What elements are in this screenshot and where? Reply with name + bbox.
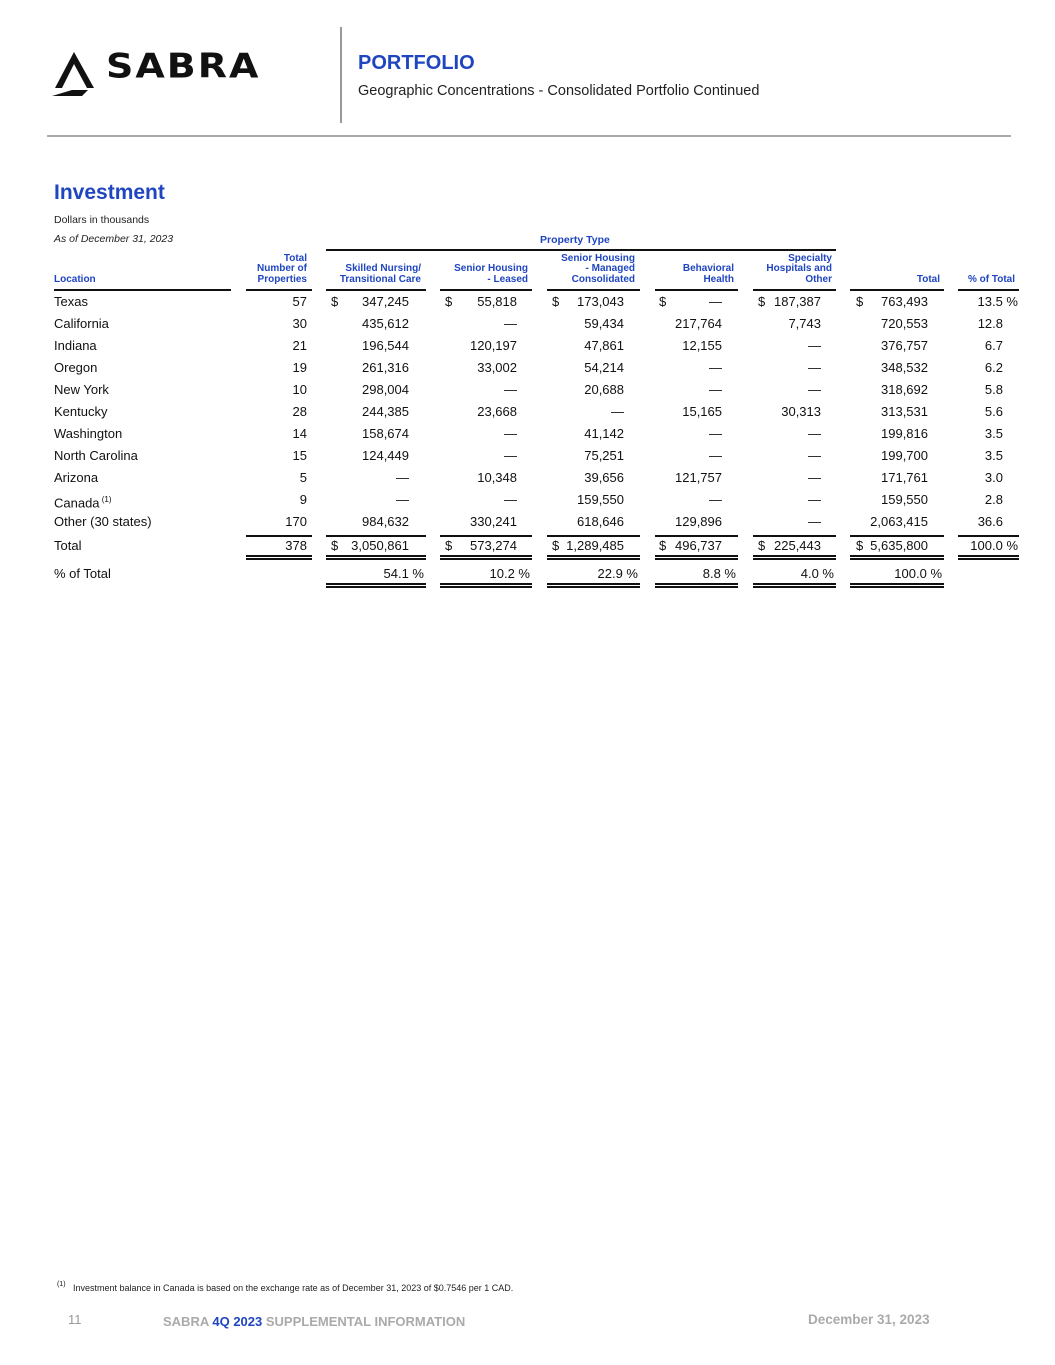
table-cell: 129,896: [675, 514, 722, 529]
table-cell: —: [709, 382, 722, 397]
footnote-mark: (1): [57, 1281, 66, 1288]
table-cell: 170: [285, 514, 307, 529]
header-underline: [547, 289, 640, 291]
pct-double-rule: [850, 583, 944, 585]
table-cell: 171,761: [881, 470, 928, 485]
table-cell: 30,313: [781, 404, 821, 419]
table-cell: —: [808, 382, 821, 397]
row-label: Kentucky: [54, 404, 108, 419]
canada-footnote-mark: (1): [99, 495, 112, 504]
pct-double-rule: [753, 586, 836, 588]
table-cell: 28: [292, 404, 307, 419]
table-cell: —: [709, 294, 722, 309]
footnote-text: Investment balance in Canada is based on the exchange rate as of December 31, 2023 of $0.7546 per 1 CAD.: [73, 1283, 514, 1293]
subtotal-rule: [326, 535, 426, 537]
table-cell: 8.8 %: [702, 566, 736, 581]
currency-symbol: $: [552, 294, 560, 309]
table-cell: 19: [292, 360, 307, 375]
pct-double-rule: [326, 583, 426, 585]
table-cell: 378: [285, 538, 307, 553]
total-double-rule: [850, 555, 944, 557]
table-cell: 30: [292, 316, 307, 331]
total-double-rule: [655, 555, 738, 557]
total-double-rule: [958, 558, 1019, 560]
currency-symbol: $: [758, 294, 766, 309]
table-cell: 10.2 %: [489, 566, 530, 581]
currency-symbol: $: [445, 538, 453, 553]
row-label: % of Total: [54, 566, 111, 581]
header-rule: [47, 135, 1011, 137]
currency-symbol: $: [445, 294, 453, 309]
table-cell: 10,348: [477, 470, 517, 485]
table-cell: —: [504, 448, 517, 463]
total-double-rule: [655, 558, 738, 560]
table-cell: 57: [292, 294, 307, 309]
table-cell: —: [808, 360, 821, 375]
col-header-6-line: Specialty: [788, 252, 832, 264]
table-cell: 39,656: [584, 470, 624, 485]
table-cell: 59,434: [584, 316, 624, 331]
page-number: 11: [68, 1312, 82, 1327]
currency-symbol: $: [758, 538, 766, 553]
table-cell: 313,531: [881, 404, 928, 419]
table-cell: 23,668: [477, 404, 517, 419]
col-header-3-line: - Leased: [487, 273, 528, 285]
table-cell: —: [504, 382, 517, 397]
table-cell: —: [709, 492, 722, 507]
table-cell: —: [808, 448, 821, 463]
row-label: New York: [54, 382, 109, 397]
currency-symbol: $: [331, 538, 339, 553]
footer-prefix: SABRA: [163, 1314, 209, 1329]
pct-double-rule: [547, 583, 640, 585]
table-cell: 376,757: [881, 338, 928, 353]
footer-suffix: SUPPLEMENTAL INFORMATION: [265, 1314, 466, 1329]
table-cell: 330,241: [470, 514, 517, 529]
footer-date: December 31, 2023: [808, 1312, 930, 1327]
total-double-rule: [246, 558, 312, 560]
subtotal-rule: [547, 535, 640, 537]
total-double-rule: [753, 558, 836, 560]
header-underline: [655, 289, 738, 291]
table-cell: 3.0: [984, 470, 1003, 485]
row-label: Arizona: [54, 470, 99, 485]
table-cell: 573,274: [470, 538, 517, 553]
table-cell: 10: [292, 382, 307, 397]
subtotal-rule: [246, 535, 312, 537]
table-cell: 41,142: [584, 426, 624, 441]
pct-double-rule: [326, 586, 426, 588]
table-cell: 159,550: [881, 492, 928, 507]
units-note: Dollars in thousands: [54, 214, 150, 226]
table-cell: 5,635,800: [870, 538, 928, 553]
table-cell: 14: [292, 426, 307, 441]
table-cell: —: [808, 514, 821, 529]
table-cell: —: [709, 426, 722, 441]
total-double-rule: [958, 555, 1019, 557]
table-cell: 47,861: [584, 338, 624, 353]
table-cell: 7,743: [788, 316, 821, 331]
col-header-8: [885, 275, 1015, 286]
table-cell: —: [808, 338, 821, 353]
as-of-date: As of December 31, 2023: [54, 233, 174, 245]
table-cell: 100.0 %: [970, 538, 1018, 553]
table-cell: 75,251: [584, 448, 624, 463]
table-cell: 720,553: [881, 316, 928, 331]
col-header-3-line: Senior Housing: [454, 263, 528, 274]
col-header-5-line: Health: [703, 273, 734, 285]
currency-symbol: $: [856, 294, 864, 309]
table-cell: 21: [292, 338, 307, 353]
table-cell: 318,692: [881, 382, 928, 397]
header-underline: [246, 289, 312, 291]
subtotal-rule: [850, 535, 944, 537]
pct-double-rule: [655, 586, 738, 588]
row-label: Total: [54, 538, 82, 553]
table-cell: 5.6: [984, 404, 1003, 419]
row-label: Other (30 states): [54, 514, 152, 529]
table-cell: 15,165: [682, 404, 722, 419]
col-header-2-line: Skilled Nursing/: [345, 263, 421, 274]
row-label: California: [54, 316, 109, 331]
total-double-rule: [440, 558, 532, 560]
table-cell: 199,816: [881, 426, 928, 441]
col-header-1-line: Properties: [257, 273, 307, 285]
table-cell: —: [396, 492, 409, 507]
table-cell: 5: [299, 470, 307, 485]
logo-text: SABRA: [106, 46, 261, 86]
table-cell: 159,550: [577, 492, 624, 507]
table-cell: 199,700: [881, 448, 928, 463]
pct-double-rule: [440, 583, 532, 585]
table-cell: —: [611, 404, 624, 419]
table-cell: 618,646: [577, 514, 624, 529]
total-double-rule: [547, 558, 640, 560]
section-title: PORTFOLIO: [358, 52, 475, 74]
table-cell: 55,818: [477, 294, 517, 309]
row-label: Oregon: [54, 360, 98, 375]
table-cell: 9: [299, 492, 307, 507]
row-label: Washington: [54, 426, 123, 441]
table-cell: 120,197: [470, 338, 517, 353]
table-cell: 496,737: [675, 538, 722, 553]
table-cell: 4.0 %: [800, 566, 834, 581]
investment-title: Investment: [54, 181, 165, 204]
table-cell: —: [808, 492, 821, 507]
table-cell: 12,155: [682, 338, 722, 353]
row-label: Canada $^{(1)}$: [54, 495, 112, 511]
table-cell: 348,532: [881, 360, 928, 375]
property-type-rule: [326, 249, 836, 251]
table-cell: —: [709, 360, 722, 375]
total-double-rule: [326, 558, 426, 560]
table-cell: 3,050,861: [351, 538, 409, 553]
header-underline: [958, 289, 1019, 291]
section-subtitle: Geographic Concentrations - Consolidated Portfolio Continued: [358, 83, 760, 99]
header-underline: [440, 289, 532, 291]
row-label: Texas: [54, 294, 88, 309]
table-cell: 173,043: [577, 294, 624, 309]
table-cell: —: [504, 492, 517, 507]
table-cell: 196,544: [362, 338, 409, 353]
total-double-rule: [850, 558, 944, 560]
header-underline: [753, 289, 836, 291]
col-header-4-line: Consolidated: [571, 273, 635, 285]
sabra-logo: [52, 46, 261, 103]
table-cell: 435,612: [362, 316, 409, 331]
table-cell: 22.9 %: [597, 566, 638, 581]
col-header-7-line: Total: [916, 273, 940, 285]
total-double-rule: [246, 555, 312, 557]
table-cell: 121,757: [675, 470, 722, 485]
header-underline: [850, 289, 944, 291]
pct-double-rule: [655, 583, 738, 585]
table-cell: 261,316: [362, 360, 409, 375]
table-cell: 6.2: [984, 360, 1003, 375]
table-cell: 5.8: [984, 382, 1003, 397]
col-header-2-line: Transitional Care: [339, 273, 421, 285]
col-header-location: Location: [54, 273, 96, 285]
table-cell: 54.1 %: [383, 566, 424, 581]
table-cell: 187,387: [774, 294, 821, 309]
table-cell: —: [504, 316, 517, 331]
footer-title: [163, 1314, 465, 1329]
table-cell: 984,632: [362, 514, 409, 529]
header-divider: [340, 27, 342, 123]
col-header-4-line: - Managed: [585, 263, 635, 274]
table-cell: 3.5: [984, 448, 1003, 463]
table-cell: 1,289,485: [566, 538, 624, 553]
table-cell: 13.5 %: [977, 294, 1018, 309]
col-header-6-line: Other: [805, 273, 832, 285]
currency-symbol: $: [659, 538, 667, 553]
subtotal-rule: [753, 535, 836, 537]
table-cell: 20,688: [584, 382, 624, 397]
footer-quarter: 4Q 2023: [212, 1314, 263, 1329]
table-cell: 124,449: [362, 448, 409, 463]
header-underline: [326, 289, 426, 291]
col-header-1-line: Total: [283, 252, 307, 264]
header-underline: [54, 289, 231, 291]
subtotal-rule: [440, 535, 532, 537]
col-header-1-line: Number of: [257, 263, 307, 274]
col-header-5-line: Behavioral: [682, 263, 734, 274]
table-cell: 36.6: [977, 514, 1003, 529]
col-header-8-line: % of Total: [967, 273, 1015, 285]
table-cell: 12.8: [977, 316, 1003, 331]
sabra-logo-mark-icon: [52, 50, 106, 98]
total-double-rule: [326, 555, 426, 557]
table-cell: 3.5: [984, 426, 1003, 441]
table-cell: —: [808, 470, 821, 485]
row-label: North Carolina: [54, 448, 138, 463]
table-cell: 100.0 %: [894, 566, 942, 581]
currency-symbol: $: [331, 294, 339, 309]
table-cell: 217,764: [675, 316, 722, 331]
subtotal-rule: [958, 535, 1019, 537]
table-cell: —: [396, 470, 409, 485]
table-cell: 158,674: [362, 426, 409, 441]
col-header-4-line: Senior Housing: [561, 252, 635, 264]
table-cell: 2.8: [984, 492, 1003, 507]
pct-double-rule: [753, 583, 836, 585]
total-double-rule: [547, 555, 640, 557]
table-cell: —: [504, 426, 517, 441]
table-cell: 15: [292, 448, 307, 463]
total-double-rule: [753, 555, 836, 557]
property-type-label: Property Type: [540, 234, 610, 246]
row-label: Indiana: [54, 338, 97, 353]
table-cell: 6.7: [984, 338, 1003, 353]
pct-double-rule: [850, 586, 944, 588]
subtotal-rule: [655, 535, 738, 537]
table-cell: 2,063,415: [870, 514, 928, 529]
col-header-1: [177, 254, 307, 286]
pct-double-rule: [547, 586, 640, 588]
table-cell: —: [808, 426, 821, 441]
table-cell: 244,385: [362, 404, 409, 419]
table-cell: 225,443: [774, 538, 821, 553]
table-cell: 763,493: [881, 294, 928, 309]
currency-symbol: $: [552, 538, 560, 553]
table-cell: 298,004: [362, 382, 409, 397]
total-double-rule: [440, 555, 532, 557]
col-header-6-line: Hospitals and: [766, 263, 832, 274]
table-cell: 33,002: [477, 360, 517, 375]
pct-double-rule: [440, 586, 532, 588]
currency-symbol: $: [856, 538, 864, 553]
table-cell: 54,214: [584, 360, 624, 375]
table-cell: 347,245: [362, 294, 409, 309]
table-cell: —: [709, 448, 722, 463]
currency-symbol: $: [659, 294, 667, 309]
